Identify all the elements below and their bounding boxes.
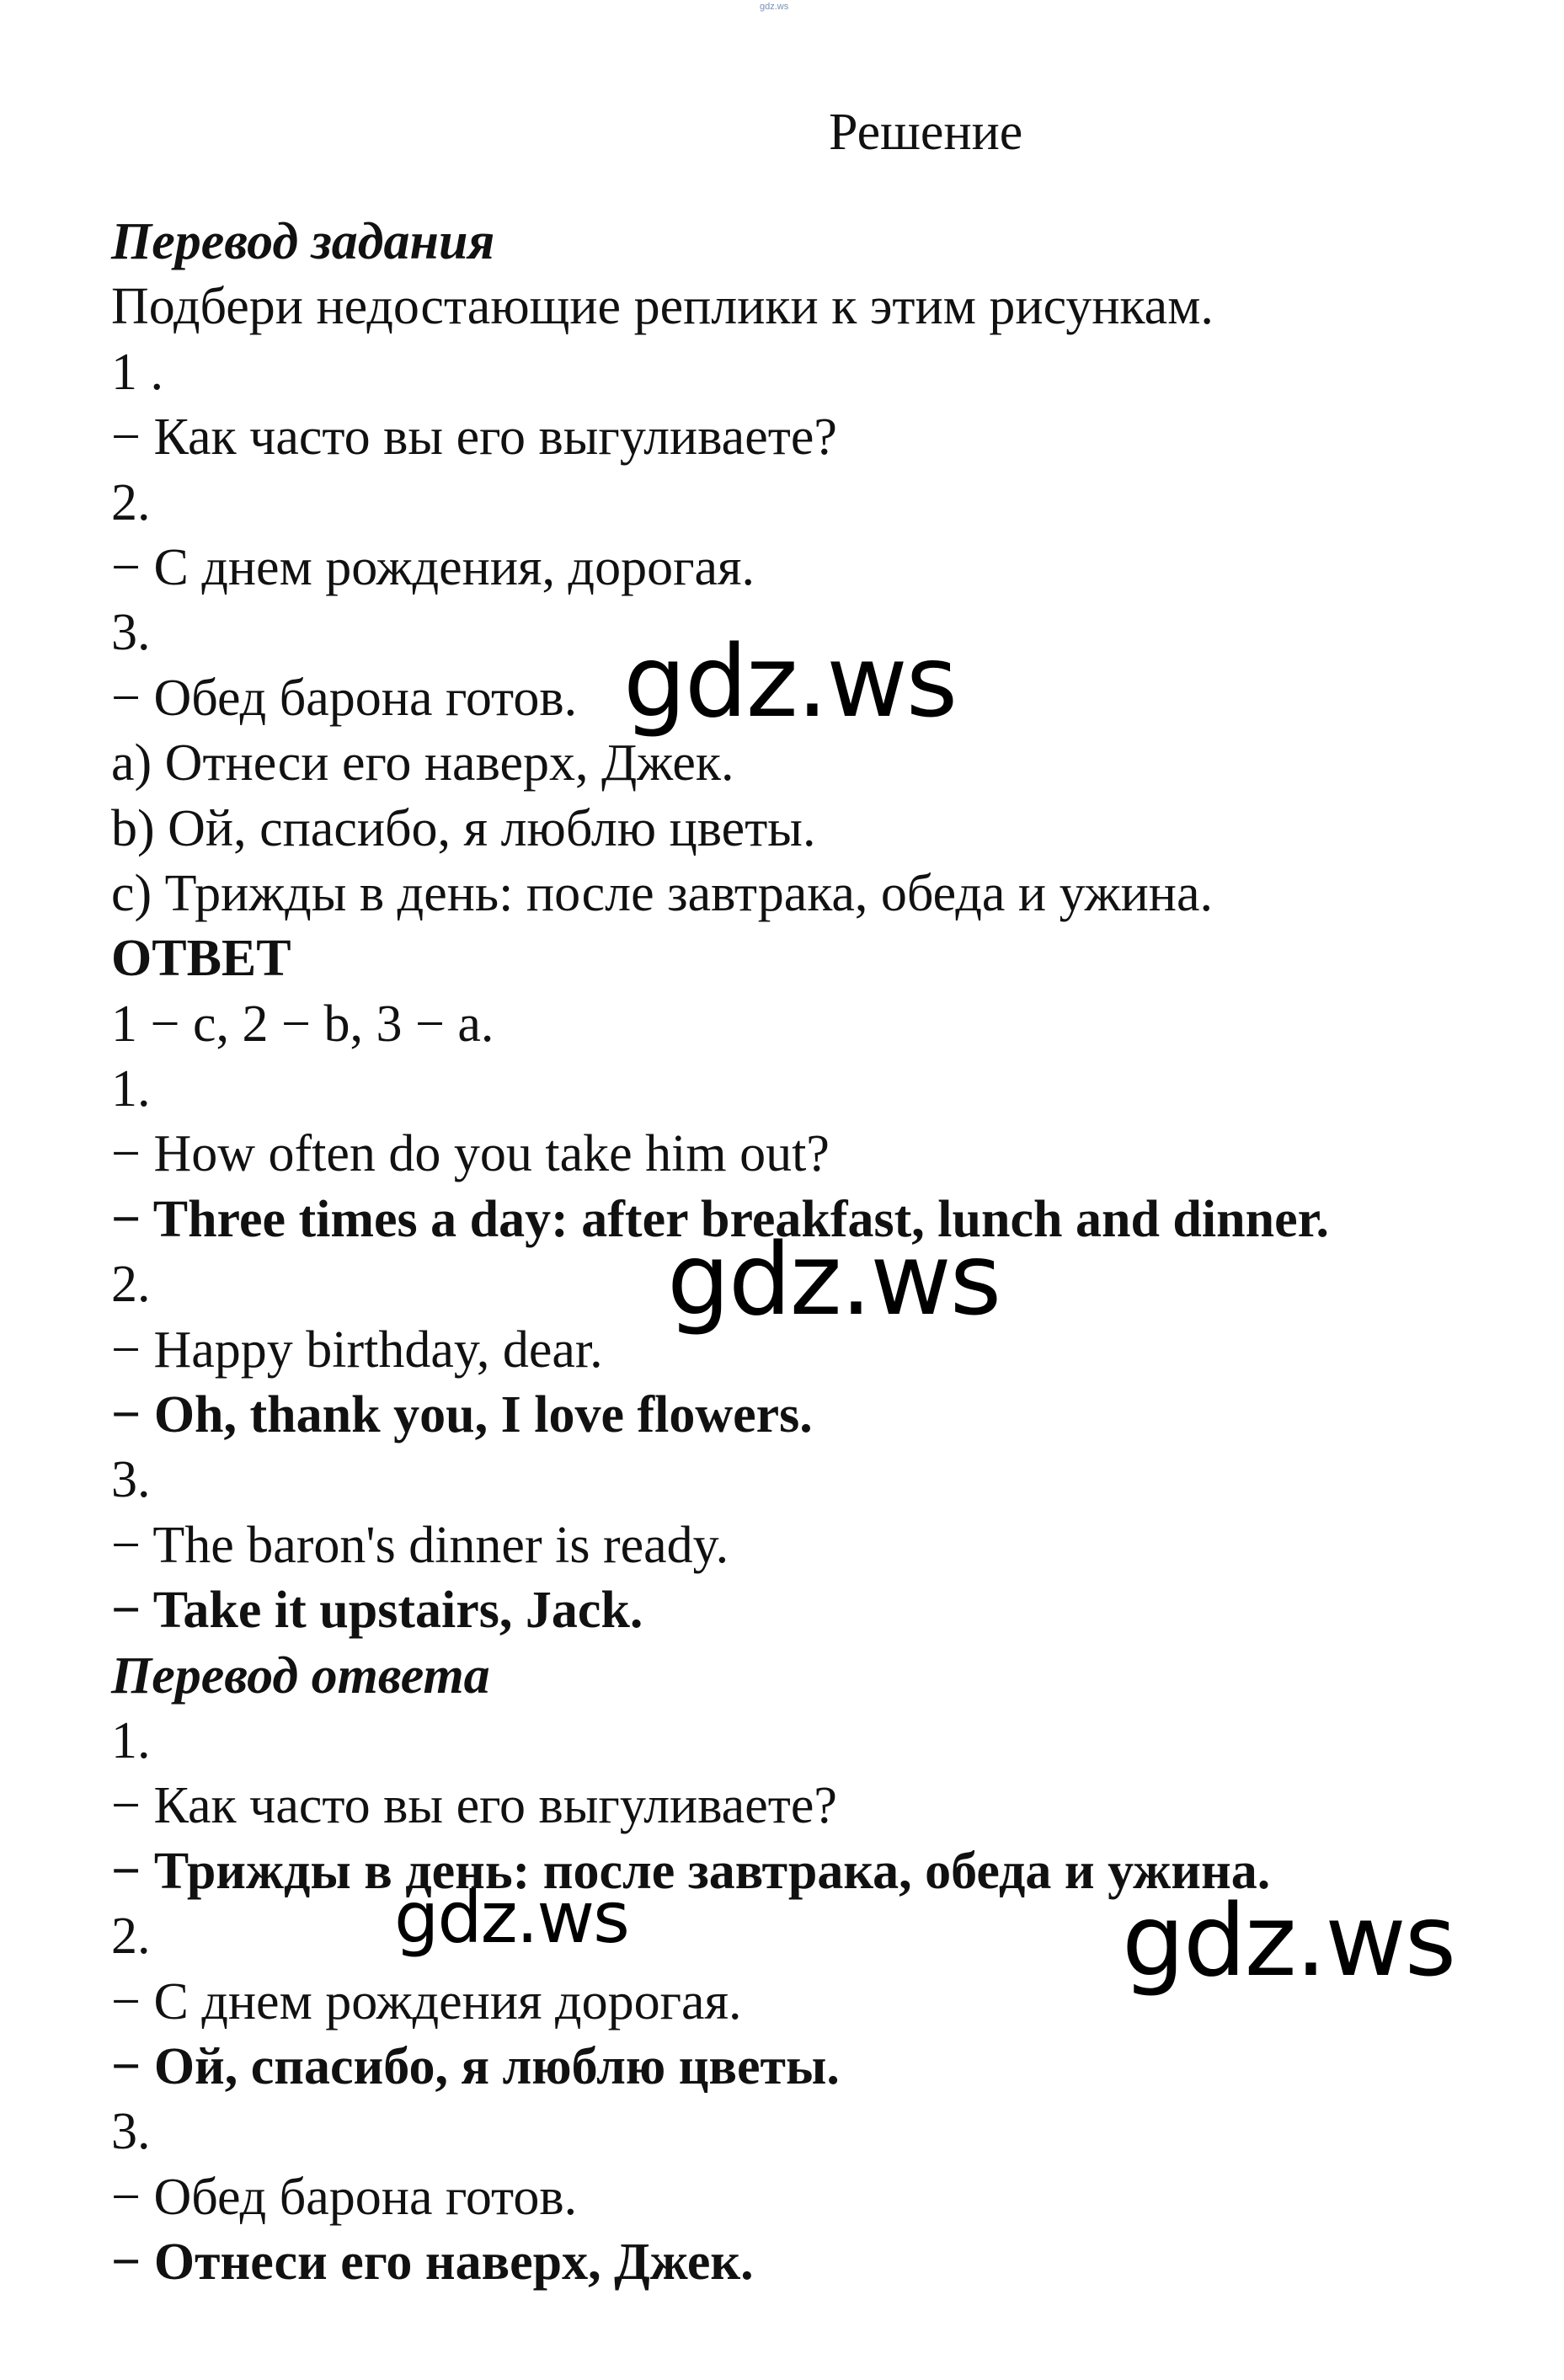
section-heading-answer: ОТВЕТ (111, 930, 291, 988)
translation-line: − Как часто вы его выгуливаете? (111, 1777, 837, 1835)
task-item-number: 2. (111, 473, 151, 531)
translation-line-bold: − Отнеси его наверх, Джек. (111, 2233, 754, 2292)
option-a: a) Отнеси его наверх, Джек. (111, 734, 734, 792)
task-line: − Как часто вы его выгуливаете? (111, 408, 837, 467)
task-instruction: Подбери недостающие реплики к этим рисункам. (111, 278, 1214, 336)
task-line: − С днем рождения, дорогая. (111, 538, 755, 596)
translation-item-number: 3. (111, 2103, 151, 2161)
answer-line-bold: − Oh, thank you, I love flowers. (111, 1386, 813, 1444)
option-c: c) Трижды в день: после завтрака, обеда и ужина. (111, 864, 1213, 922)
answer-line: − Happy birthday, dear. (111, 1321, 603, 1379)
answer-line: − How often do you take him out? (111, 1125, 830, 1183)
watermark: gdz.ws (394, 1876, 628, 1959)
answer-line-bold: − Take it upstairs, Jack. (111, 1582, 643, 1640)
translation-line: − С днем рождения дорогая. (111, 1972, 742, 2030)
watermark: gdz.ws (667, 1221, 1001, 1337)
task-line: − Обед барона готов. (111, 669, 578, 727)
watermark: gdz.ws (1122, 1882, 1455, 1998)
translation-line: − Обед барона готов. (111, 2168, 578, 2226)
option-b: b) Ой, спасибо, я люблю цветы. (111, 799, 816, 857)
answer-item-number: 2. (111, 1256, 151, 1314)
translation-line-bold: − Ой, спасибо, я люблю цветы. (111, 2037, 840, 2095)
answer-key: 1 − c, 2 − b, 3 − a. (111, 995, 494, 1053)
answer-item-number: 1. (111, 1060, 151, 1118)
answer-line: − The baron's dinner is ready. (111, 1516, 729, 1574)
translation-item-number: 1. (111, 1711, 151, 1769)
section-heading-answer-translation: Перевод ответа (111, 1646, 490, 1705)
translation-line-bold: − Трижды в день: после завтрака, обеда и ужина. (111, 1842, 1271, 1900)
header-watermark: gdz.ws (760, 2, 789, 12)
section-heading-task-translation: Перевод задания (111, 213, 495, 270)
watermark: gdz.ws (623, 623, 957, 739)
page-title: Решение (829, 104, 1023, 161)
translation-item-number: 2. (111, 1908, 151, 1966)
task-item-number: 1 . (111, 343, 163, 401)
answer-line-bold: − Three times a day: after breakfast, lunch and dinner. (111, 1190, 1329, 1248)
task-item-number: 3. (111, 604, 151, 662)
answer-item-number: 3. (111, 1451, 151, 1509)
